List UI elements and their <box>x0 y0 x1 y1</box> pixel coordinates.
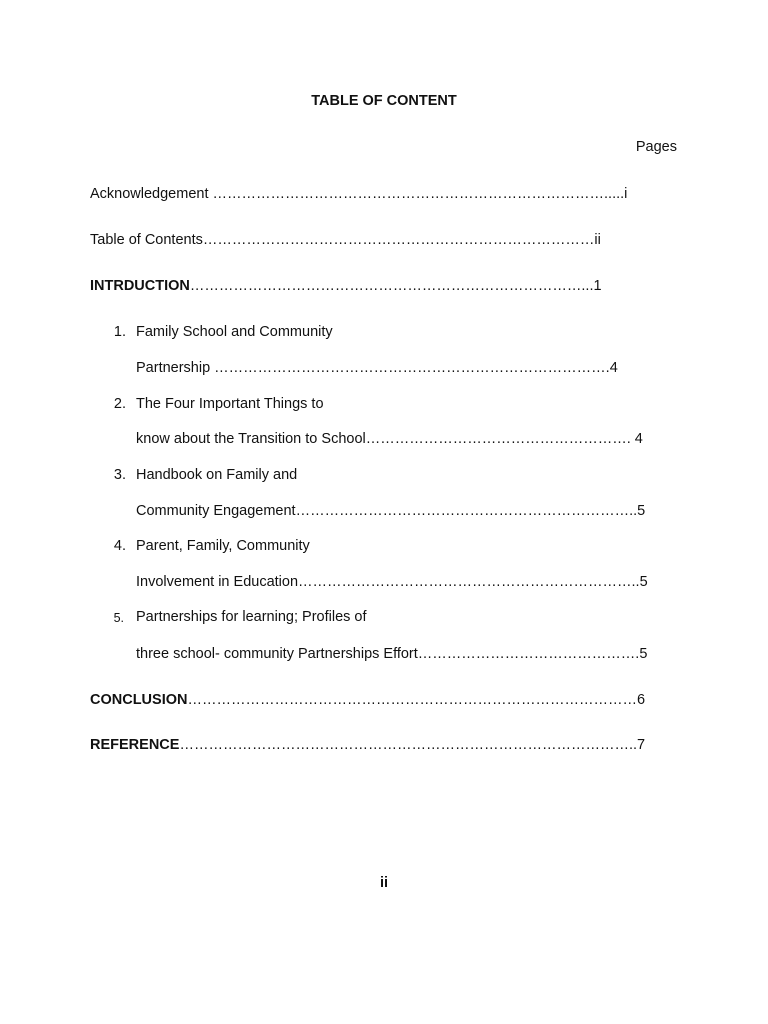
toc-item-number: 5. <box>113 611 124 625</box>
toc-entry-acknowledgement: Acknowledgement ……………………………………………………………………….....i <box>90 186 628 202</box>
toc-entry-introduction-heading: INTRDUCTION <box>90 278 190 294</box>
toc-item-line1: Parent, Family, Community <box>136 538 310 554</box>
toc-item-number: 2. <box>113 396 126 412</box>
toc-item-line1: Partnerships for learning; Profiles of <box>136 609 367 625</box>
toc-item-line2: Involvement in Education……………………………………………………………..5 <box>136 574 648 590</box>
toc-item-number: 4. <box>113 538 126 554</box>
toc-item-line1: Family School and Community <box>136 324 333 340</box>
toc-entry-conclusion-leader: …………………………………………………………………………………6 <box>187 692 646 708</box>
toc-item-line2: three school- community Partnerships Effort……………………………………….5 <box>136 646 648 662</box>
toc-item-line2: know about the Transition to School………………………………………………. 4 <box>136 431 643 447</box>
toc-item-number: 1. <box>113 324 126 340</box>
toc-title: TABLE OF CONTENT <box>311 93 457 109</box>
pages-column-label: Pages <box>635 139 677 155</box>
toc-entry-table-of-contents: Table of Contents………………………………………………………………………ii <box>90 232 601 248</box>
toc-item-line2: Partnership ……………………………………………………………………….4 <box>136 360 618 376</box>
toc-item-line1: The Four Important Things to <box>136 396 324 412</box>
toc-item-line1: Handbook on Family and <box>136 467 298 483</box>
toc-entry-reference-leader: …………………………………………………………………………………..7 <box>179 737 646 753</box>
toc-entry-conclusion <box>90 691 645 709</box>
toc-item-line2: Community Engagement……………………………………………………………..5 <box>136 503 646 519</box>
toc-item-number: 3. <box>113 467 126 483</box>
toc-entry-reference <box>90 736 645 754</box>
toc-entry-conclusion-heading: CONCLUSION <box>90 692 188 708</box>
toc-entry-introduction-leader: ………………………………………………………………………...1 <box>189 278 602 294</box>
toc-entry-introduction <box>90 277 602 295</box>
page-number: ii <box>379 875 389 891</box>
toc-entry-reference-heading: REFERENCE <box>90 737 180 753</box>
